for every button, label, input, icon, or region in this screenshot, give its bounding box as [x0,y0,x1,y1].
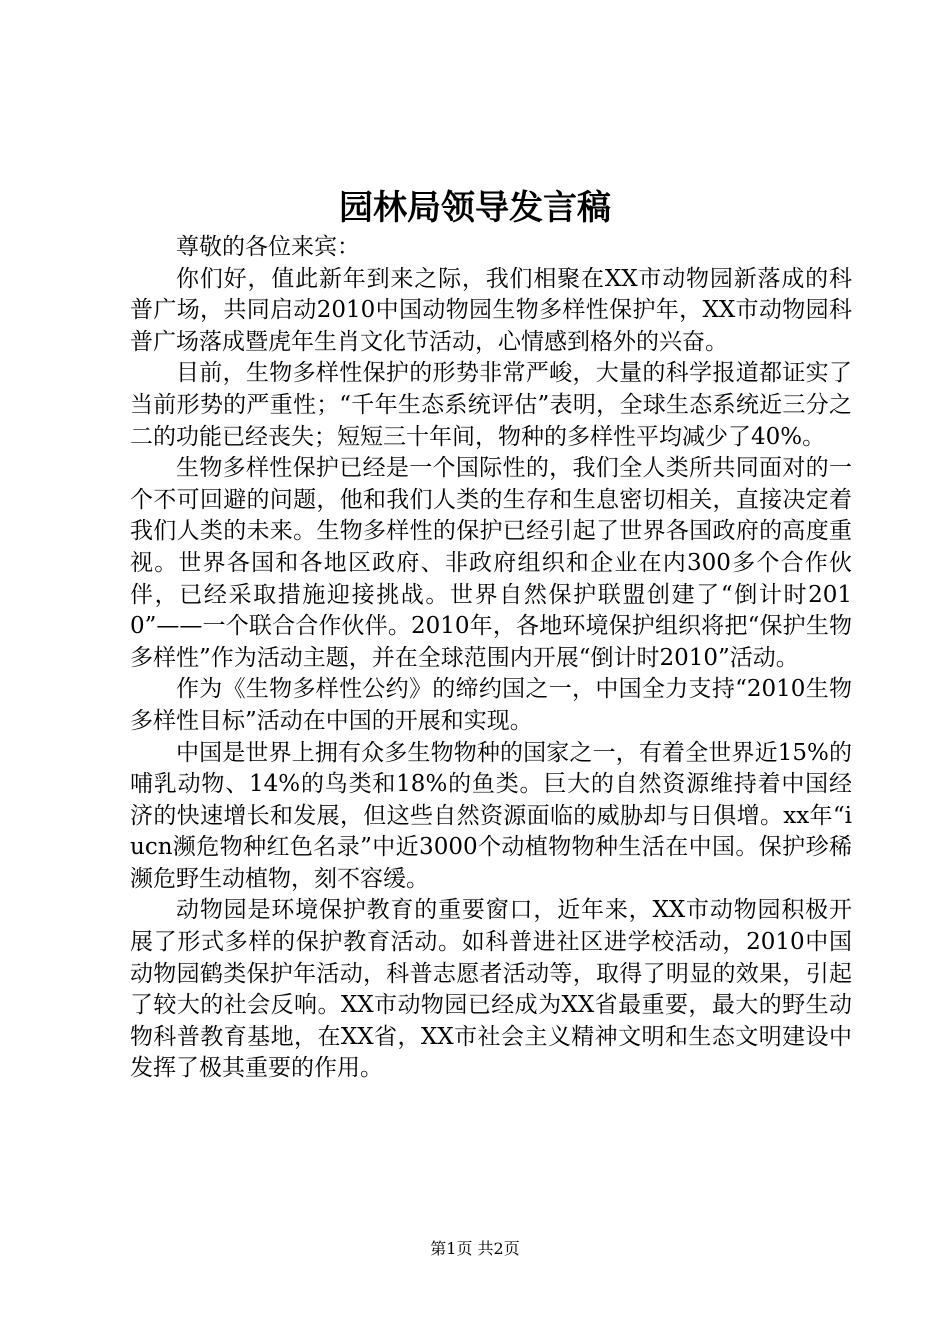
document-body [130,232,852,1085]
document-title: 园林局领导发言稿 [339,188,611,228]
paragraph-international: 生物多样性保护已经是一个国际性的，我们全人类所共同面对的一个不可回避的问题，他和我们人类的生存和生息密切相关，直接决定着我们人类的未来。生物多样性的保护已经引起了世界各国政府的高度重视。世界各国和各地区政府、非政府组织和企业在内300多个合作伙伴，已经采取措施迎接挑战。世界自然保护联盟创建了“倒计时2010”——一个联合合作伙伴。2010年，各地环境保护组织将把“保护生物多样性”作为活动主题，并在全球范围内开展“倒计时2010”活动。 [130,455,852,671]
paragraph-situation: 目前，生物多样性保护的形势非常严峻，大量的科学报道都证实了当前形势的严重性；“千年生态系统评估”表明，全球生态系统近三分之二的功能已经丧失；短短三十年间，物种的多样性平均减少了40%。 [130,360,852,450]
paragraph-greeting: 你们好，值此新年到来之际，我们相聚在XX市动物园新落成的科普广场，共同启动2010中国动物园生物多样性保护年，XX市动物园科普广场落成暨虎年生肖文化节活动，心情感到格外的兴奋。 [130,265,852,355]
paragraph-china: 中国是世界上拥有众多生物物种的国家之一，有着全世界近15%的哺乳动物、14%的鸟类和18%的鱼类。巨大的自然资源维持着中国经济的快速增长和发展，但这些自然资源面临的威胁却与日俱增。xx年“iucn濒危物种红色名录”中近3000个动植物物种生活在中国。保护珍稀濒危野生动植物，刻不容缓。 [130,739,852,892]
salutation: 尊敬的各位来宾： [176,234,360,260]
paragraph-zoo: 动物园是环境保护教育的重要窗口，近年来，XX市动物园积极开展了形式多样的保护教育活动。如科普进社区进学校活动，2010中国动物园鹤类保护年活动，科普志愿者活动等，取得了明显的效果，引起了较大的社会反响。XX市动物园已经成为XX省最重要，最大的野生动物科普教育基地，在XX省，XX市社会主义精神文明和生态文明建设中发挥了极其重要的作用。 [130,897,852,1082]
page-footer: 第1页 共2页 [430,1239,520,1258]
paragraph-convention: 作为《生物多样性公约》的缔约国之一，中国全力支持“2010生物多样性目标”活动在中国的开展和实现。 [130,676,852,734]
